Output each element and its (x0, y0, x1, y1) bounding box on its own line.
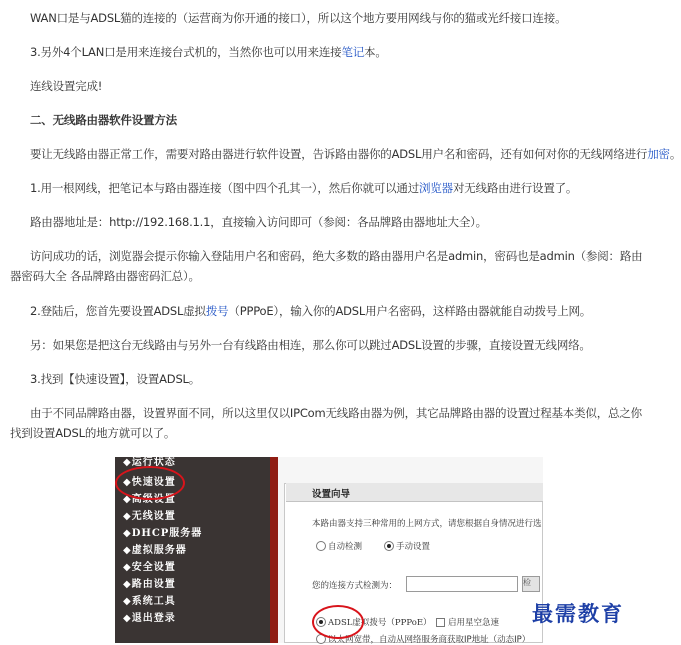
radio-manual[interactable] (384, 541, 394, 551)
menu-item-routing[interactable]: ◆路由设置 (123, 579, 176, 590)
label-auto-detect: 自动检测 (328, 542, 363, 552)
watermark: 最需教育 (532, 601, 624, 626)
paragraph-address: 路由器地址是：http://192.168.1.1，直接输入访问即可（参阅：各品牌路由器地址大全）。 (30, 215, 487, 229)
detect-result-field[interactable] (406, 576, 518, 592)
label-idle: 启用星空急速 (448, 618, 500, 628)
link-dialup[interactable]: 拨号 (205, 304, 229, 318)
paragraph-step3: 3.找到【快速设置】，设置ADSL。 (30, 372, 201, 386)
link-notebook[interactable]: 笔记 (341, 45, 365, 59)
menu-item-quick-setup[interactable]: ◆快速设置 (123, 477, 176, 488)
link-encrypt[interactable]: 加密 (647, 147, 670, 161)
radio-auto-detect[interactable] (316, 541, 326, 551)
paragraph-step1: 1.用一根网线，把笔记本与路由器连接（图中四个孔其一），然后你就可以通过浏览器对无线路由进行设置了。 (30, 181, 578, 195)
menu-strip (270, 457, 278, 643)
paragraph-note: 另：如果您是把这台无线路由与另外一台有线路由相连，那么你可以跳过ADSL设置的步骤，直接设置无线网络。 (30, 338, 591, 352)
checkbox-idle[interactable] (436, 618, 445, 627)
menu-item-status[interactable]: ◆运行状态 (123, 457, 176, 468)
router-menu (115, 457, 278, 643)
label-manual: 手动设置 (396, 542, 431, 552)
menu-item-tools[interactable]: ◆系统工具 (123, 596, 176, 607)
menu-item-logout[interactable]: ◆退出登录 (123, 613, 176, 624)
wizard-title-bar (286, 483, 543, 502)
paragraph-lan: 3.另外4个LAN口是用来连接台式机的，当然你也可以用来连接笔记本。 (30, 45, 387, 59)
paragraph-done: 连线设置完成! (30, 79, 103, 93)
menu-item-security[interactable]: ◆安全设置 (123, 562, 176, 573)
router-screenshot (115, 457, 543, 643)
menu-item-advanced[interactable]: ◆高级设置 (123, 494, 176, 505)
label-detect-result: 您的连接方式检测为： (312, 581, 398, 591)
highlight-circle-pppoe (312, 605, 364, 639)
highlight-circle-menu (115, 466, 185, 500)
paragraph-login: 访问成功的话，浏览器会提示你输入登陆用户名和密码，绝大多数的路由器用户名是admin，密码也是admin（参阅：路由器密码大全 各品牌路由器密码汇总）。 (10, 249, 643, 283)
section-heading: 二、无线路由器软件设置方法 (30, 113, 177, 127)
detect-button[interactable]: 检 (522, 576, 540, 592)
label-dynamic-ip: 以太网宽带，自动从网络服务商获取IP地址（动态IP） (328, 635, 531, 645)
label-pppoe: ADSL虚拟拨号（PPPoE） (328, 618, 432, 628)
link-browser[interactable]: 浏览器 (419, 181, 453, 195)
menu-item-wireless[interactable]: ◆无线设置 (123, 511, 176, 522)
wizard-intro: 本路由器支持三种常用的上网方式，请您根据自身情况进行选 (312, 519, 542, 529)
wizard-title: 设置向导 (312, 489, 351, 500)
paragraph-brands: 由于不同品牌路由器，设置界面不同，所以这里仅以IPCom无线路由器为例，其它品牌路由器的设置过程基本类似，总之你找到设置ADSL的地方就可以了。 (10, 406, 642, 440)
menu-item-dhcp[interactable]: ◆DHCP服务器 (123, 528, 203, 539)
menu-item-virtual-server[interactable]: ◆虚拟服务器 (123, 545, 187, 556)
paragraph-intro: 要让无线路由器正常工作，需要对路由器进行软件设置，告诉路由器你的ADSL用户名和密码，还有如何对你的无线网络进行加密。 (30, 147, 681, 161)
paragraph-step2: 2.登陆后，您首先要设置ADSL虚拟拨号（PPPoE），输入你的ADSL用户名密码，这样路由器就能自动拨号上网。 (30, 304, 592, 318)
paragraph-wan: WAN口是与ADSL猫的连接的（运营商为你开通的接口），所以这个地方要用网线与你的猫或光纤接口连接。 (30, 11, 567, 25)
